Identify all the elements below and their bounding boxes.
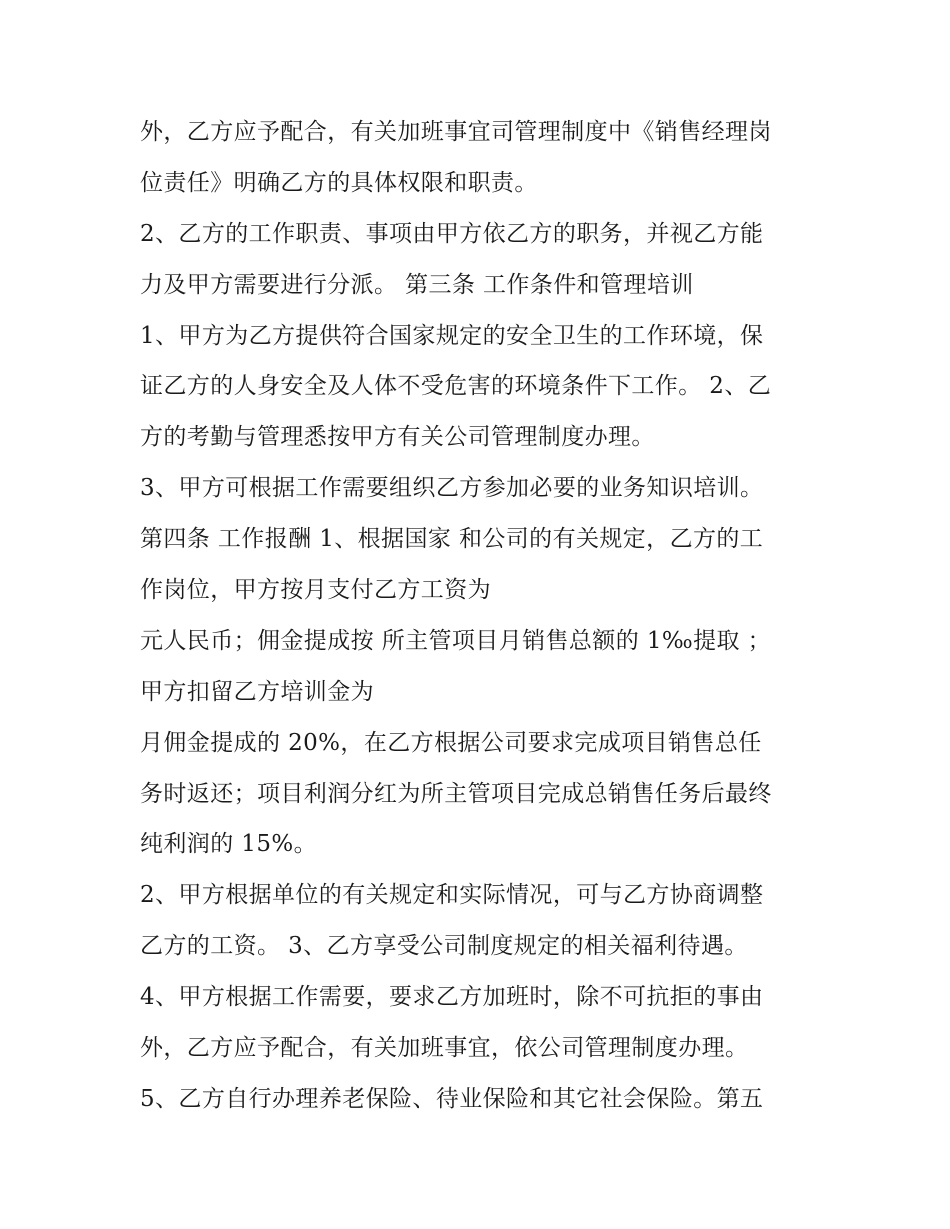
text-line: 外，乙方应予配合，有关加班事宜，依公司管理制度办理。 — [140, 1035, 749, 1062]
text-line: 4、甲方根据工作需要，要求乙方加班时，除不可抗拒的事由 — [140, 984, 764, 1011]
text-line: 务时返还；项目利润分红为所主管项目完成总销售任务后最终 — [140, 780, 772, 807]
text-line: 5、乙方自行办理养老保险、待业保险和其它社会保险。第五 — [140, 1085, 764, 1112]
text-line: 纯利润的 15%。 — [140, 831, 318, 858]
text-line: 1、甲方为乙方提供符合国家规定的安全卫生的工作环境，保 — [140, 322, 764, 349]
text-line: 外，乙方应予配合，有关加班事宜司管理制度中《销售经理岗 — [140, 119, 772, 145]
document-body — [140, 107, 830, 1125]
text-line: 2、乙方的工作职责、事项由甲方依乙方的职务，并视乙方能 — [140, 220, 764, 247]
text-line: 第四条 工作报酬 1、根据国家 和公司的有关规定，乙方的工 — [140, 526, 764, 553]
text-line: 甲方扣留乙方培训金为 — [140, 678, 374, 705]
text-line: 作岗位，甲方按月支付乙方工资为 — [140, 577, 491, 604]
text-line: 方的考勤与管理悉按甲方有关公司管理制度办理。 — [140, 424, 655, 451]
text-line: 元人民币；佣金提成按 所主管项目月销售总额的 1‰提取 ； — [140, 627, 772, 654]
text-line: 证乙方的人身安全及人体不受危害的环境条件下工作。 2、乙 — [140, 373, 772, 400]
text-line: 力及甲方需要进行分派。 第三条 工作条件和管理培训 — [140, 271, 694, 298]
text-line: 乙方的工资。 3、乙方享受公司制度规定的相关福利待遇。 — [140, 933, 748, 960]
text-line: 位责任》明确乙方的具体权限和职责。 — [140, 169, 538, 196]
text-line: 3、甲方可根据工作需要组织乙方参加必要的业务知识培训。 — [140, 475, 764, 502]
text-line: 月佣金提成的 20%，在乙方根据公司要求完成项目销售总任 — [140, 729, 762, 756]
text-line: 2、甲方根据单位的有关规定和实际情况，可与乙方协商调整 — [140, 882, 764, 909]
